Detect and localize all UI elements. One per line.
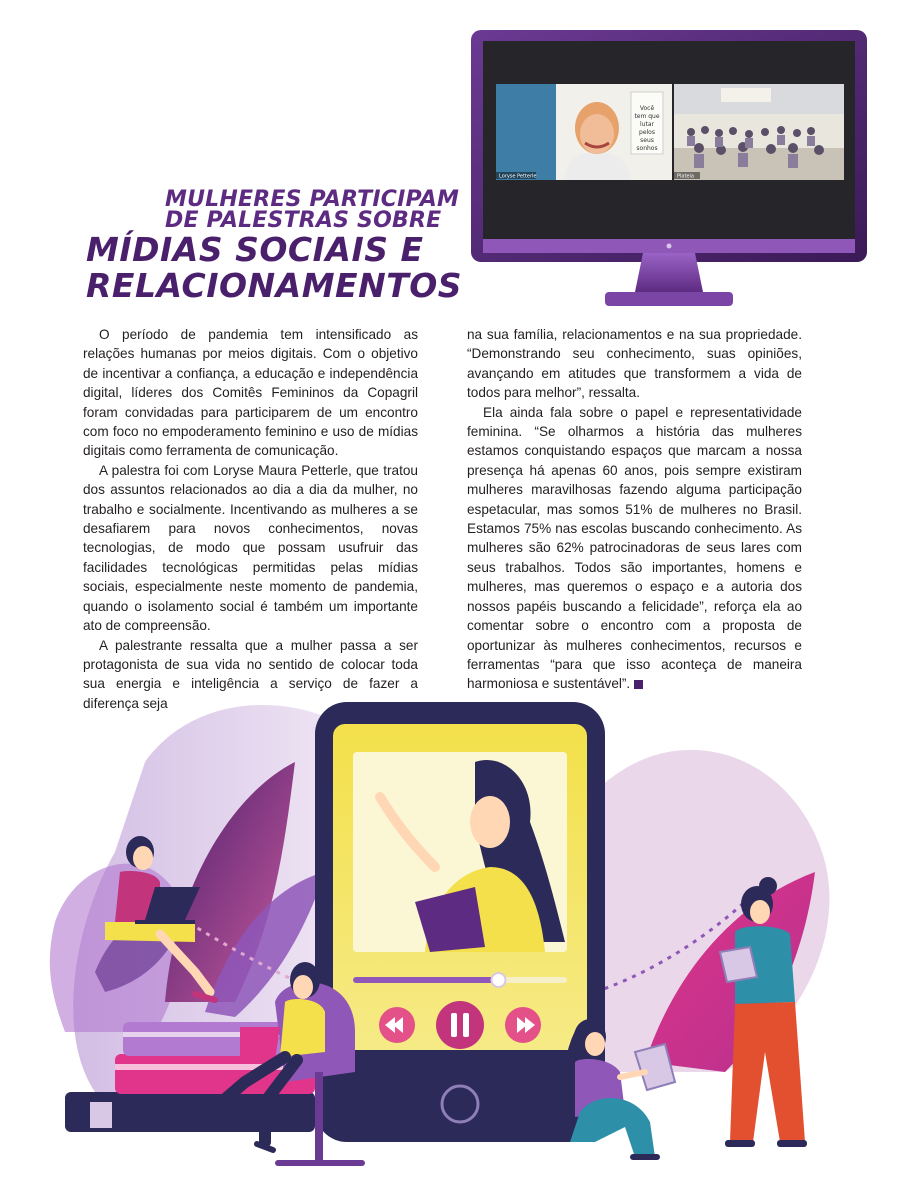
video-tile-audience [674,84,844,180]
headline-line-1: MULHERES PARTICIPAM [165,187,460,212]
paragraph: na sua família, relacionamentos e na sua propriedade. “Demonstrando seu conhecimento, suas opiniões, avançando em atitudes que transformem a vida de todos para melhor”, ressalta. [467,327,802,401]
paragraph: A palestra foi com Loryse Maura Petterle, que tratou dos assuntos relacionados ao dia a dia da mulher, no trabalho e socialmente. Incentivando as mulheres a se desafiarem para novos conhecimentos, novas tecnologias, de modo que possam usufruir das facilidades tecnológicas permitidas pelas mídias sociais, especialmente neste momento de pandemia, quando o isolamento social é também um importante ato de compreensão. [83,462,418,634]
banner-line: Você [639,105,655,112]
headline-line-2: DE PALESTRAS SOBRE [165,208,442,233]
svg-text:lutar: lutar [640,121,654,128]
paragraph-final: Ela ainda fala sobre o papel e representatividade feminina. “Se olharmos a história das mulheres estamos conquistando espaços que marcam a nossa presença há apenas 60 anos, pois sempre existiram mulheres maravilhosas fazendo alguma participação espetacular, mas somos 51% de mulheres no Brasil. Estamos 75% nas escolas buscando conhecimento. As mulheres são 62% patrocinadoras de seus lares com seus trabalhos. Todos são importantes, homens e mulheres, mas queremos o espaço e a autoria dos nossos papéis buscando a felicidade”, reforça ela ao comentar sobre o encontro com a proposta de oportunizar às mulheres conhecimentos, recursos e ferramentas “para que isso aconteça de maneira harmoniosa e sustentável”. [467,404,802,692]
paragraph: A palestrante ressalta que a mulher passa a ser protagonista de sua vida no sentido de colocar toda sua energia e inteligência a serviço de fazer a diferença seja [83,637,418,711]
participant-label: Loryse Petterle [499,173,537,180]
progress-bar-fill [353,977,499,983]
svg-text:tem que: tem que [634,113,660,120]
headline-line-3: MÍDIAS SOCIAIS E [86,230,424,269]
video-tile-speaker [496,84,672,180]
monitor-illustration [471,30,867,310]
paragraph: O período de pandemia tem intensificado as relações humanas por meios digitais. Com o objetivo de incentivar a confiança, a educação e independência digital, líderes dos Comitês Femininos da Copagril foram convidadas para participarem de um encontro com foco no empoderamento feminino e uso de mídias digitais como ferramenta de comunicação. [83,327,418,459]
phone-illustration [315,702,605,1142]
svg-text:pelos: pelos [639,129,655,136]
svg-text:sonhos: sonhos [636,145,658,152]
pause-icon [436,1001,484,1049]
svg-text:seus: seus [640,137,654,144]
participant-label: Plateia [677,173,694,180]
headline-line-4: RELACIONAMENTOS [86,266,463,305]
article-right-column [467,325,802,694]
women-media-illustration [35,672,865,1172]
article-left-column [83,325,418,713]
progress-knob [492,973,506,987]
